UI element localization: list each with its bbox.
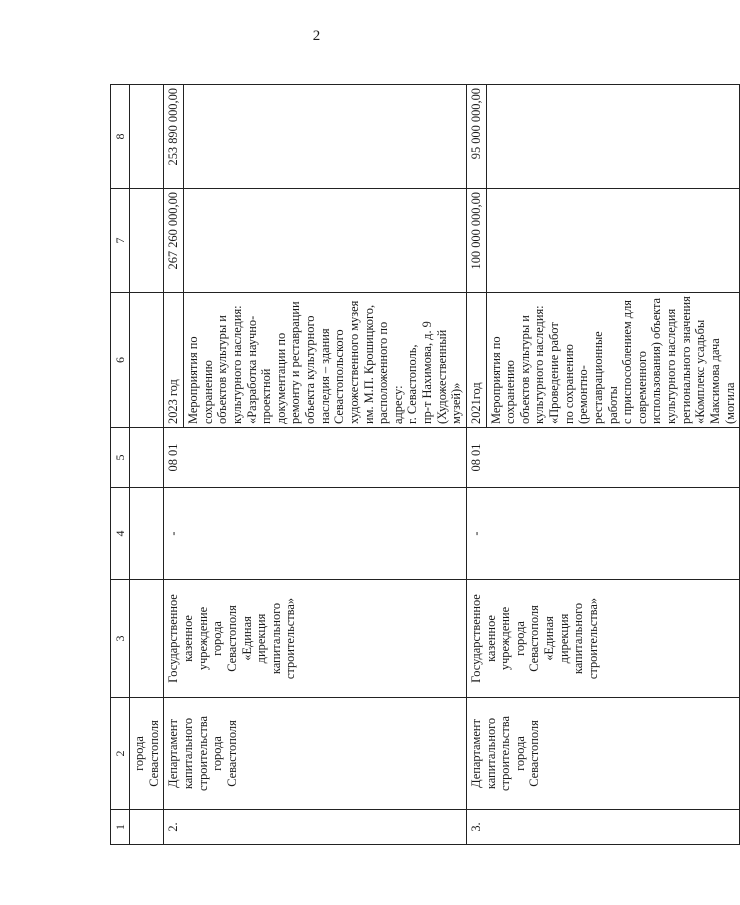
executor-cell: Государственное казенное учреждение города Севастополя «Единая дирекция капитального строительства» [164, 580, 467, 698]
department-cell: Департамент капитального строительства города Севастополя [466, 698, 739, 810]
table-cell [184, 189, 467, 293]
department-cell: Департамент капитального строительства города Севастополя [164, 698, 467, 810]
row-number: 3. [466, 810, 739, 845]
amount-col7: 267 260 000,00 [164, 189, 184, 293]
header-cell: 4 [111, 488, 130, 580]
executor-cell: Государственное казенное учреждение города Севастополя «Единая дирекция капитального строительства» [466, 580, 739, 698]
amount-col8: 95 000 000,00 [466, 85, 486, 189]
table-row [466, 85, 486, 845]
table-row [164, 85, 184, 845]
budget-table [110, 84, 740, 845]
code-cell: 08 01 [164, 428, 467, 488]
header-cell: 8 [111, 85, 130, 189]
header-cell: 7 [111, 189, 130, 293]
description-cell: Мероприятия по сохранению объектов культуры и культурного наследия: «Разработка научно- проектной документации по ремонту и реставрации объекта культурного наследия – здания Севастопольского художественного музея им. М.П. Крошицкого, расположенного по адресу: г. Севастополь, пр-т Нахимова, д. 9 (Художественный музей)» [184, 293, 467, 428]
table-cell [486, 189, 740, 293]
column4-cell: - [466, 488, 739, 580]
rotated-table-wrapper [110, 85, 737, 845]
header-cell: 2 [111, 698, 130, 810]
table-cell [486, 85, 740, 189]
description-cell: Мероприятия по сохранению объектов культуры и культурного наследия: «Проведение работ по сохранению (ремонтно- реставрационные работы с приспособлением для современного использования) объекта культурного наследия регионального значения «Комплекс усадьбы Максимова дача (могила [486, 293, 740, 428]
header-row [111, 85, 130, 845]
table-cell [130, 428, 164, 488]
table-cell [130, 580, 164, 698]
header-cell: 5 [111, 428, 130, 488]
amount-col8: 253 890 000,00 [164, 85, 184, 189]
department-cell: города Севастополя [130, 698, 164, 810]
column4-cell: - [164, 488, 467, 580]
year-label: 2021год [466, 293, 486, 428]
row-number: 2. [164, 810, 467, 845]
table-cell [130, 85, 164, 189]
table-cell [184, 85, 467, 189]
code-cell: 08 01 [466, 428, 739, 488]
table-cell [130, 189, 164, 293]
header-cell: 6 [111, 293, 130, 428]
table-cell [130, 293, 164, 428]
page-number: 2 [312, 28, 321, 44]
table-cell [130, 810, 164, 845]
year-label: 2023 год [164, 293, 184, 428]
header-cell: 3 [111, 580, 130, 698]
amount-col7: 100 000 000,00 [466, 189, 486, 293]
header-cell: 1 [111, 810, 130, 845]
continuation-row [130, 85, 164, 845]
table-cell [130, 488, 164, 580]
